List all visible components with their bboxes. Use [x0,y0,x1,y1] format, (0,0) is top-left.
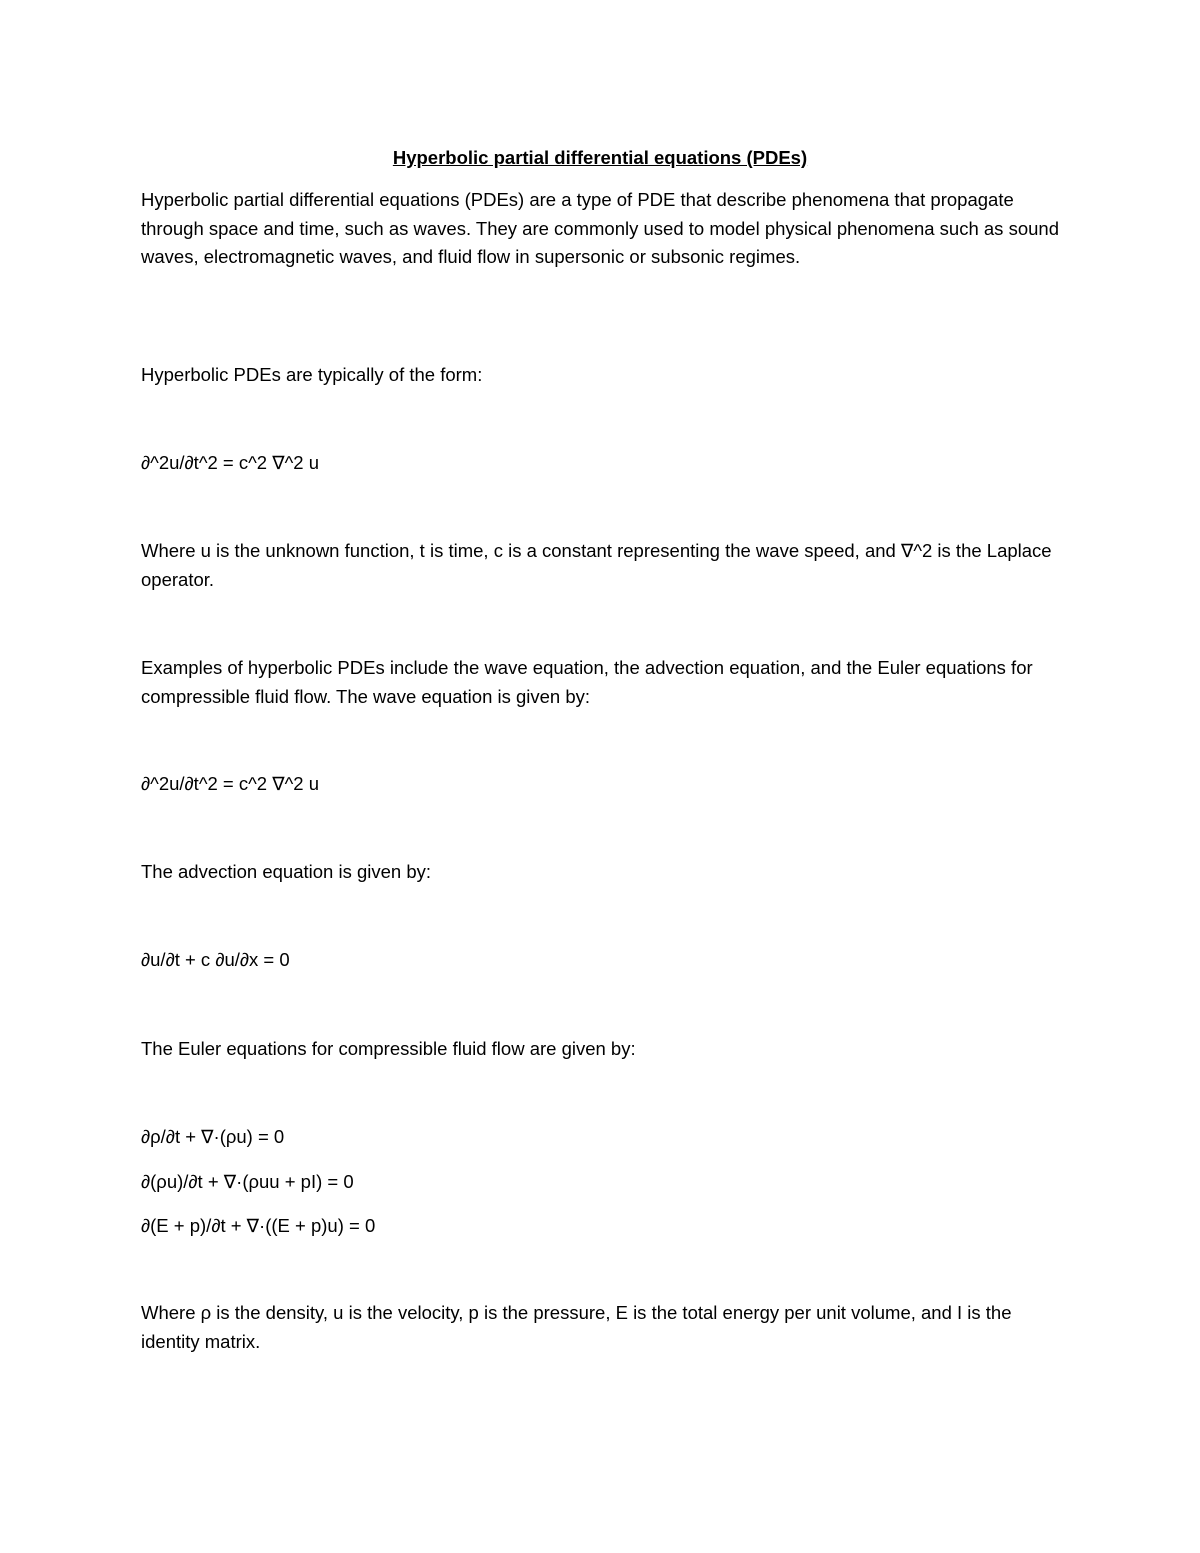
euler-equation-mass: ∂ρ/∂t + ∇·(ρu) = 0 [141,1126,285,1147]
general-equation: ∂^2u/∂t^2 = c^2 ∇^2 u [141,452,320,473]
euler-explanation-paragraph: Where ρ is the density, u is the velocity, p is the pressure, E is the total energy per unit volume, and I is the identity matrix. [141,1302,1012,1352]
form-explanation-paragraph: Where u is the unknown function, t is time, c is a constant representing the wave speed, and ∇^2 is the Laplace operator. [141,540,1052,590]
intro-paragraph: Hyperbolic partial differential equations (PDEs) are a type of PDE that describe phenomena that propagate through space and time, such as waves. They are commonly used to model physical phenomena such as sound waves, electromagnetic waves, and fluid flow in supersonic or subsonic regimes. [141,189,1059,267]
advection-equation: ∂u/∂t + c ∂u/∂x = 0 [141,949,290,970]
wave-equation: ∂^2u/∂t^2 = c^2 ∇^2 u [141,773,320,794]
document-title: Hyperbolic partial differential equations (PDEs) [392,147,808,168]
euler-equation-momentum: ∂(ρu)/∂t + ∇·(ρuu + pI) = 0 [141,1171,354,1192]
examples-intro-paragraph: Examples of hyperbolic PDEs include the wave equation, the advection equation, and the Euler equations for compressible fluid flow. The wave equation is given by: [141,657,1033,707]
advection-intro-paragraph: The advection equation is given by: [141,861,432,882]
euler-intro-paragraph: The Euler equations for compressible fluid flow are given by: [141,1038,636,1059]
form-intro-paragraph: Hyperbolic PDEs are typically of the form: [141,364,483,385]
euler-equation-energy: ∂(E + p)/∂t + ∇·((E + p)u) = 0 [141,1215,376,1236]
